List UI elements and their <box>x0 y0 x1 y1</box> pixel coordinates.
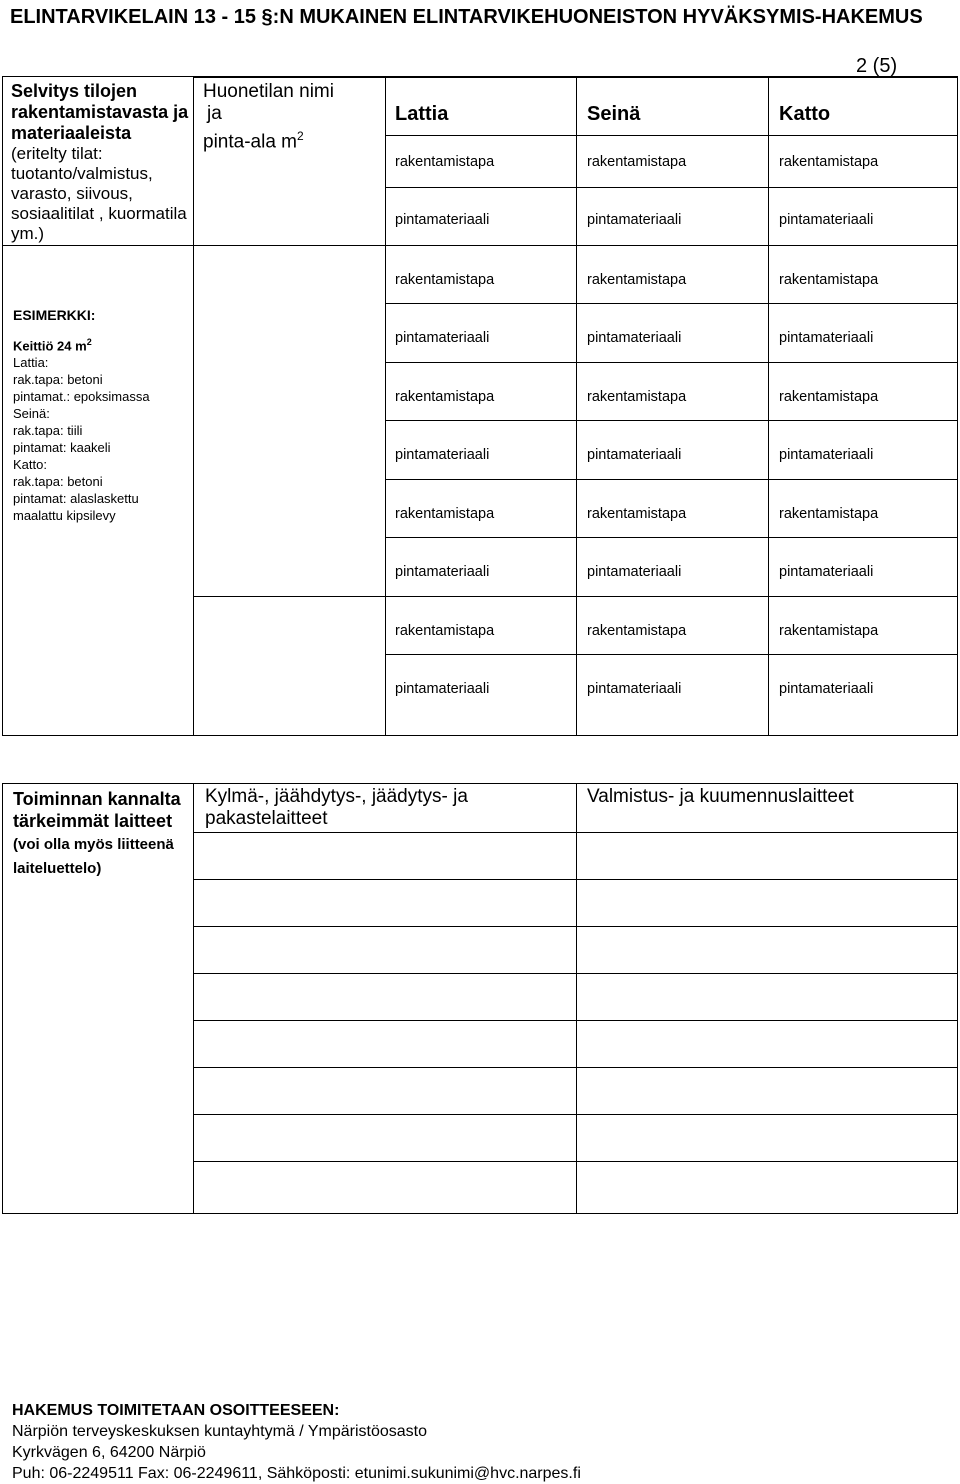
surface-material-label: pintamateriaali <box>587 330 682 346</box>
example-line: pintamat: alaslaskettu maalattu kipsilevy <box>13 491 139 524</box>
divider <box>385 362 957 363</box>
room-name-header <box>203 81 383 153</box>
divider <box>193 77 194 735</box>
col-header-ceiling: Katto <box>779 103 831 125</box>
divider <box>385 654 957 655</box>
construction-method-label: rakentamistapa <box>395 506 495 522</box>
col-header-floor: Lattia <box>395 103 449 125</box>
surface-material-label: pintamateriaali <box>779 681 874 697</box>
footer-title: HAKEMUS TOIMITETAAN OSOITTEESEEN: <box>12 1402 340 1419</box>
surface-material-label: pintamateriaali <box>587 681 682 697</box>
form-title: ELINTARVIKELAIN 13 - 15 §:N MUKAINEN ELINTARVIKEHUONEISTON HYVÄKSYMIS-HAKEMUS <box>10 6 923 28</box>
surface-material-label: pintamateriaali <box>587 447 682 463</box>
footer-line2: Kyrkvägen 6, 64200 Närpiö <box>12 1444 206 1461</box>
surface-material-label: pintamateriaali <box>587 212 682 228</box>
construction-method-label: rakentamistapa <box>779 272 879 288</box>
divider <box>576 77 577 735</box>
divider <box>193 1161 957 1162</box>
premises-table <box>2 76 958 736</box>
premises-description-bold: Selvitys tilojen rakentamistavasta ja materiaaleista <box>11 81 189 143</box>
divider <box>193 77 957 78</box>
divider <box>193 1020 957 1021</box>
example-line: pintamat: kaakeli <box>13 440 111 456</box>
equipment-description-main: Toiminnan kannalta tärkeimmät laitteet <box>13 789 181 831</box>
divider <box>385 77 386 735</box>
footer-line3: Puh: 06-2249511 Fax: 06-2249611, Sähköposti: etunimi.sukunimi@hvc.narpes.fi <box>12 1465 581 1482</box>
divider <box>768 77 769 735</box>
example-title: ESIMERKKI: <box>13 307 96 323</box>
divider <box>385 420 957 421</box>
equipment-description-note: (voi olla myös liitteenä laiteluettelo) <box>13 836 174 877</box>
equipment-description <box>13 788 188 880</box>
construction-method-label: rakentamistapa <box>779 389 879 405</box>
divider <box>193 973 957 974</box>
construction-method-label: rakentamistapa <box>587 389 687 405</box>
divider <box>576 784 577 1213</box>
footer-line1: Närpiön terveyskeskuksen kuntayhtymä / Ympäristöosasto <box>12 1423 428 1440</box>
construction-method-label: rakentamistapa <box>587 623 687 639</box>
surface-material-label: pintamateriaali <box>779 212 874 228</box>
premises-description-cell <box>11 81 191 244</box>
divider <box>385 537 957 538</box>
divider <box>193 832 957 833</box>
example-line: rak.tapa: betoni <box>13 372 103 388</box>
construction-method-label: rakentamistapa <box>395 389 495 405</box>
surface-material-label: pintamateriaali <box>395 330 490 346</box>
cooking-equipment-header: Valmistus- ja kuumennuslaitteet <box>587 786 854 807</box>
surface-material-label: pintamateriaali <box>779 564 874 580</box>
divider <box>193 1067 957 1068</box>
divider <box>193 596 957 597</box>
surface-material-label: pintamateriaali <box>395 212 490 228</box>
col-header-wall: Seinä <box>587 103 641 125</box>
surface-material-label: pintamateriaali <box>779 447 874 463</box>
divider <box>385 479 957 480</box>
divider <box>385 187 957 188</box>
page-number: 2 (5) <box>856 55 898 77</box>
divider <box>193 926 957 927</box>
surface-material-label: pintamateriaali <box>395 564 490 580</box>
cooling-equipment-header: Kylmä-, jäähdytys-, jäädytys- ja pakastelaitteet <box>205 786 468 829</box>
example-line: rak.tapa: betoni <box>13 474 103 490</box>
construction-method-label: rakentamistapa <box>779 623 879 639</box>
room-area-label: pinta-ala $m^2$ <box>203 129 304 153</box>
construction-method-label: rakentamistapa <box>779 506 879 522</box>
construction-method-label: rakentamistapa <box>587 506 687 522</box>
divider <box>193 879 957 880</box>
example-line: Katto: <box>13 457 47 473</box>
construction-method-label: rakentamistapa <box>395 154 495 170</box>
equipment-table <box>2 783 958 1214</box>
premises-description-note: (eritelty tilat: tuotanto/valmistus, varasto, siivous, sosiaalitilat , kuormatila ym.) <box>11 144 187 243</box>
example-line: Lattia: <box>13 355 49 371</box>
surface-material-label: pintamateriaali <box>587 564 682 580</box>
divider <box>193 1114 957 1115</box>
surface-material-label: pintamateriaali <box>779 330 874 346</box>
room-name-line1: Huonetilan nimi <box>203 81 334 102</box>
construction-method-label: rakentamistapa <box>395 623 495 639</box>
construction-method-label: rakentamistapa <box>587 272 687 288</box>
example-room: Keittiö 24 $m^2$ <box>13 337 92 354</box>
divider <box>385 135 957 136</box>
surface-material-label: pintamateriaali <box>395 681 490 697</box>
footer-address <box>12 1400 581 1484</box>
surface-material-label: pintamateriaali <box>395 447 490 463</box>
example-line: Seinä: <box>13 406 50 422</box>
divider <box>193 784 194 1213</box>
construction-method-label: rakentamistapa <box>395 272 495 288</box>
construction-method-label: rakentamistapa <box>587 154 687 170</box>
example-line: rak.tapa: tiili <box>13 423 83 439</box>
room-name-line2: ja <box>207 103 222 124</box>
example-text <box>13 307 188 524</box>
divider <box>3 245 957 246</box>
example-line: pintamat.: epoksimassa <box>13 389 150 405</box>
divider <box>385 303 957 304</box>
construction-method-label: rakentamistapa <box>779 154 879 170</box>
